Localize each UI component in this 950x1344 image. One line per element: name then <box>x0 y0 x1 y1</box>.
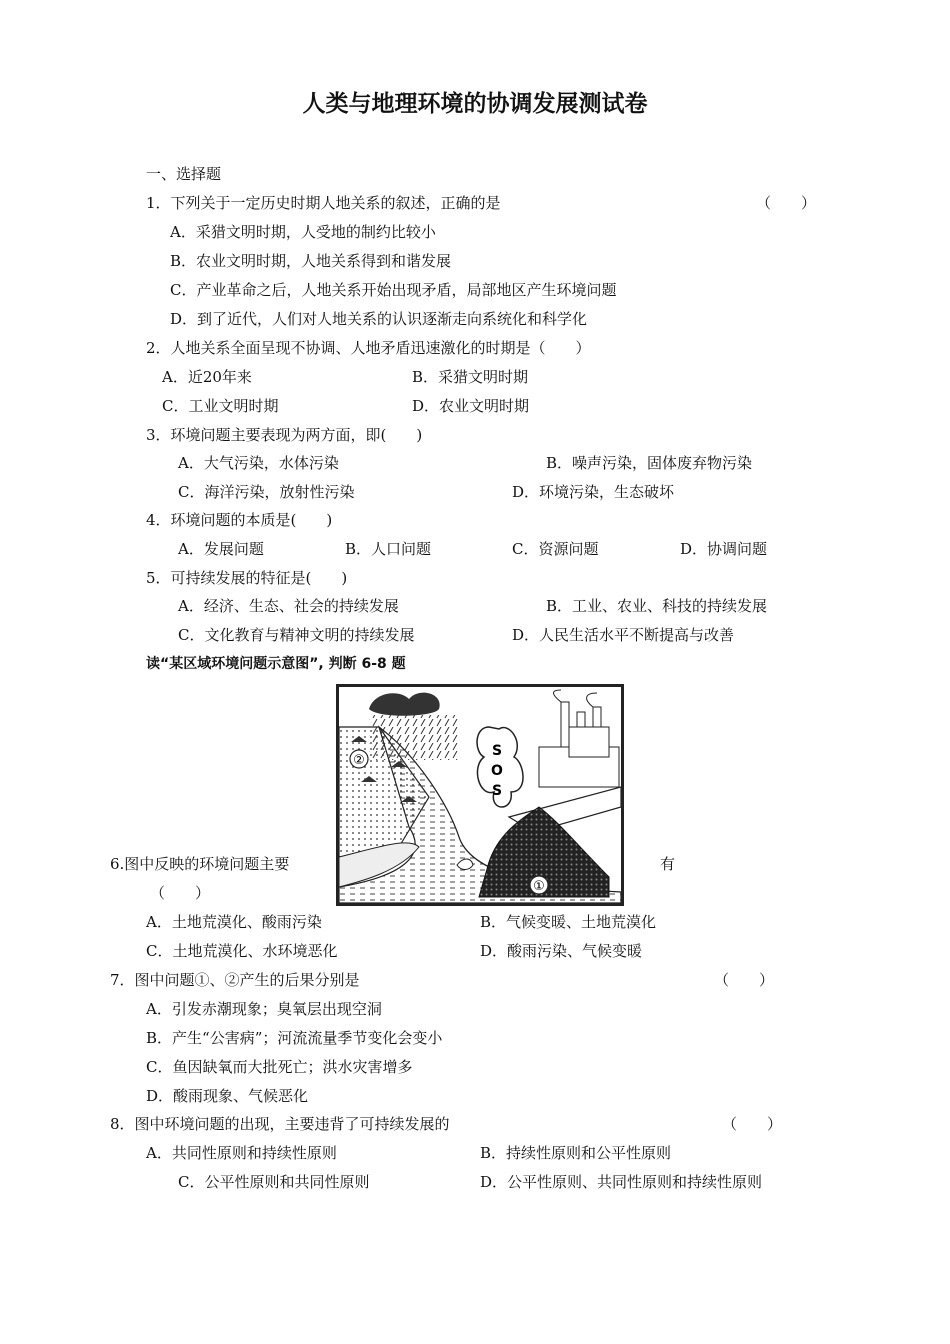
question-3-option-d: D．环境污染，生态破坏 <box>512 483 675 501</box>
question-7-option-b: B．产生“公害病”；河流流量季节变化会变小 <box>146 1029 443 1047</box>
question-2-option-d: D．农业文明时期 <box>412 397 530 415</box>
environment-problem-diagram <box>336 684 624 906</box>
sos-letter-2: O <box>491 763 503 779</box>
page-title: 人类与地理环境的协调发展测试卷 <box>302 91 648 117</box>
question-5-option-b: B．工业、农业、科技的持续发展 <box>546 597 768 615</box>
question-1-stem: 1．下列关于一定历史时期人地关系的叙述，正确的是 <box>146 194 501 212</box>
label-2: ② <box>353 753 365 768</box>
question-8-answer-paren: （ ） <box>722 1115 783 1133</box>
question-6-option-a: A．土地荒漠化、酸雨污染 <box>146 913 322 931</box>
question-8-option-a: A．共同性原则和持续性原则 <box>146 1144 337 1162</box>
question-7-option-d: D．酸雨现象、气候恶化 <box>146 1087 309 1105</box>
question-5-option-c: C．文化教育与精神文明的持续发展 <box>178 626 415 644</box>
question-1-answer-paren: （ ） <box>756 194 817 212</box>
question-4-option-d: D．协调问题 <box>680 540 768 558</box>
question-6-option-b: B．气候变暖、土地荒漠化 <box>480 913 657 931</box>
figure-intro: 读“某区域环境问题示意图”, 判断 6-8 题 <box>146 656 406 672</box>
question-8-stem: 8．图中环境问题的出现，主要违背了可持续发展的 <box>110 1115 450 1133</box>
question-8-option-d: D．公平性原则、共同性原则和持续性原则 <box>480 1173 763 1191</box>
question-6-option-d: D．酸雨污染、气候变暖 <box>480 942 643 960</box>
question-6-stem-tail: 有 <box>660 855 676 873</box>
question-4-option-b: B．人口问题 <box>345 540 432 558</box>
section-heading: 一、选择题 <box>146 165 222 183</box>
question-1-option-d: D．到了近代，人们对人地关系的认识逐渐走向系统化和科学化 <box>170 310 588 328</box>
question-3-option-c: C．海洋污染，放射性污染 <box>178 483 355 501</box>
factories <box>539 690 619 787</box>
diagram-illustration <box>339 687 621 903</box>
question-7-answer-paren: （ ） <box>714 971 775 989</box>
question-4-option-a: A．发展问题 <box>178 540 264 558</box>
question-1-option-c: C．产业革命之后，人地关系开始出现矛盾，局部地区产生环境问题 <box>170 281 617 299</box>
question-7-option-c: C．鱼因缺氧而大批死亡；洪水灾害增多 <box>146 1058 413 1076</box>
question-1-option-a: A．采猎文明时期，人受地的制约比较小 <box>170 223 436 241</box>
question-4-option-c: C．资源问题 <box>512 540 599 558</box>
question-6-option-c: C．土地荒漠化、水环境恶化 <box>146 942 338 960</box>
question-8-option-c: C．公平性原则和共同性原则 <box>178 1173 370 1191</box>
question-5-option-d: D．人民生活水平不断提高与改善 <box>512 626 735 644</box>
question-2-option-b: B．采猎文明时期 <box>412 368 529 386</box>
label-1: ① <box>533 879 545 894</box>
question-3-option-b: B．噪声污染，固体废弃物污染 <box>546 454 753 472</box>
question-2-stem: 2．人地关系全面呈现不协调、人地矛盾迅速激化的时期是（ ） <box>146 339 591 357</box>
question-3-stem: 3．环境问题主要表现为两方面，即( ) <box>146 426 423 444</box>
question-8-option-b: B．持续性原则和公平性原则 <box>480 1144 672 1162</box>
question-6-answer-paren: （ ） <box>150 884 211 902</box>
question-3-option-a: A．大气污染，水体污染 <box>178 454 339 472</box>
question-2-option-a: A．近20年来 <box>162 368 252 386</box>
question-7-option-a: A．引发赤潮现象；臭氧层出现空洞 <box>146 1000 382 1018</box>
question-7-stem: 7．图中问题①、②产生的后果分别是 <box>110 971 360 989</box>
storm-cloud <box>369 693 440 716</box>
question-1-option-b: B．农业文明时期，人地关系得到和谐发展 <box>170 252 452 270</box>
sos-letter-1: S <box>491 743 503 759</box>
question-5-stem: 5．可持续发展的特征是( ) <box>146 569 348 587</box>
sos-letter-3: S <box>491 783 503 799</box>
question-5-option-a: A．经济、生态、社会的持续发展 <box>178 597 399 615</box>
question-6-stem: 6.图中反映的环境问题主要 <box>110 855 290 873</box>
question-2-option-c: C．工业文明时期 <box>162 397 279 415</box>
question-4-stem: 4．环境问题的本质是( ) <box>146 511 333 529</box>
